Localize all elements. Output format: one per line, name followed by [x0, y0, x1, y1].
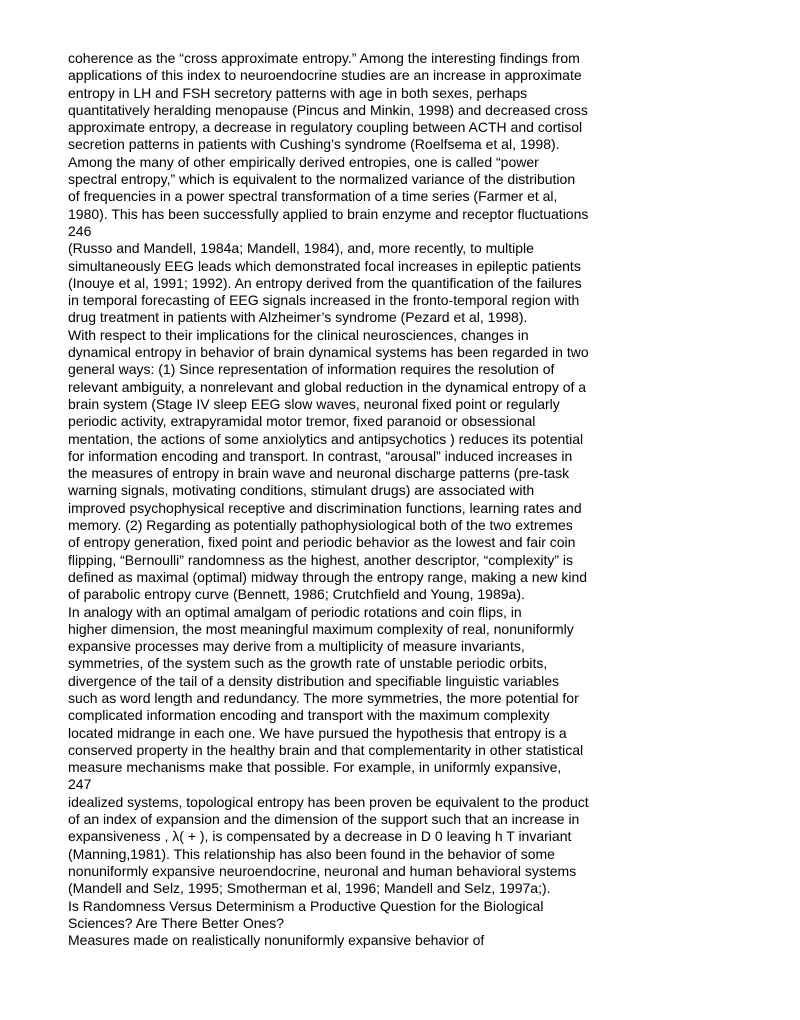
text-line: warning signals, motivating conditions, stimulant drugs) are associated with: [68, 482, 535, 499]
text-line: 1980). This has been successfully applied to brain enzyme and receptor fluctuations: [68, 205, 589, 222]
text-line: In analogy with an optimal amalgam of periodic rotations and coin flips, in: [68, 603, 522, 620]
text-line: 246: [68, 222, 92, 239]
text-line: quantitatively heralding menopause (Pincus and Minkin, 1998) and decreased cross: [68, 101, 588, 118]
text-line: drug treatment in patients with Alzheimer’s syndrome (Pezard et al, 1998).: [68, 309, 528, 326]
text-line: conserved property in the healthy brain and that complementarity in other statistical: [68, 741, 584, 758]
text-line: of an index of expansion and the dimension of the support such that an increase in: [68, 811, 580, 828]
text-line: (Mandell and Selz, 1995; Smotherman et al, 1996; Mandell and Selz, 1997a;).: [68, 880, 551, 897]
text-line: expansive processes may derive from a multiplicity of measure invariants,: [68, 638, 525, 655]
text-line: improved psychophysical receptive and discrimination functions, learning rates and: [68, 499, 582, 516]
text-line: of parabolic entropy curve (Bennett, 1986; Crutchfield and Young, 1989a).: [68, 586, 525, 603]
text-line: spectral entropy,” which is equivalent to the normalized variance of the distribution: [68, 171, 576, 188]
text-line: Measures made on realistically nonuniformly expansive behavior of: [68, 932, 485, 949]
text-line: Sciences? Are There Better Ones?: [68, 914, 285, 931]
text-line: in temporal forecasting of EEG signals increased in the fronto-temporal region with: [68, 292, 580, 309]
text-line: simultaneously EEG leads which demonstrated focal increases in epileptic patients: [68, 257, 581, 274]
text-line: idealized systems, topological entropy has been proven be equivalent to the product: [68, 793, 589, 810]
text-line: memory. (2) Regarding as potentially pathophysiological both of the two extremes: [68, 517, 573, 534]
text-line: (Russo and Mandell, 1984a; Mandell, 1984), and, more recently, to multiple: [68, 240, 534, 257]
text-line: nonuniformly expansive neuroendocrine, neuronal and human behavioral systems: [68, 862, 577, 879]
text-line: dynamical entropy in behavior of brain dynamical systems has been regarded in two: [68, 344, 589, 361]
text-line: mentation, the actions of some anxiolytics and antipsychotics ) reduces its potential: [68, 430, 584, 447]
text-line: periodic activity, extrapyramidal motor tremor, fixed paranoid or obsessional: [68, 413, 536, 430]
text-line: divergence of the tail of a density distribution and specifiable linguistic variables: [68, 672, 560, 689]
text-line: 247: [68, 776, 92, 793]
text-line: higher dimension, the most meaningful maximum complexity of real, nonuniformly: [68, 620, 574, 637]
text-line: Among the many of other empirically derived entropies, one is called “power: [68, 153, 539, 170]
text-line: located midrange in each one. We have pursued the hypothesis that entropy is a: [68, 724, 567, 741]
text-line: relevant ambiguity, a nonrelevant and global reduction in the dynamical entropy of a: [68, 378, 587, 395]
text-line: the measures of entropy in brain wave and neuronal discharge patterns (pre-task: [68, 465, 570, 482]
text-line: (Manning,1981). This relationship has also been found in the behavior of some: [68, 845, 555, 862]
text-line: for information encoding and transport. In contrast, “arousal” induced increases in: [68, 447, 573, 464]
text-line: of entropy generation, fixed point and periodic behavior as the lowest and fair coin: [68, 534, 576, 551]
page-text-block: [68, 50, 768, 949]
text-line: such as word length and redundancy. The more symmetries, the more potential for: [68, 689, 579, 706]
text-line: defined as maximal (optimal) midway through the entropy range, making a new kind: [68, 568, 588, 585]
text-line: secretion patterns in patients with Cushing’s syndrome (Roelfsema et al, 1998).: [68, 136, 560, 153]
text-line: complicated information encoding and transport with the maximum complexity: [68, 707, 550, 724]
text-line: brain system (Stage IV sleep EEG slow waves, neuronal fixed point or regularly: [68, 395, 560, 412]
text-line: of frequencies in a power spectral transformation of a time series (Farmer et al,: [68, 188, 558, 205]
text-line: general ways: (1) Since representation of information requires the resolution of: [68, 361, 555, 378]
text-line: applications of this index to neuroendocrine studies are an increase in approximate: [68, 67, 582, 84]
text-line: approximate entropy, a decrease in regulatory coupling between ACTH and cortisol: [68, 119, 583, 136]
text-line: expansiveness , λ( + ), is compensated by a decrease in D 0 leaving h T invariant: [68, 828, 572, 845]
text-line: With respect to their implications for the clinical neurosciences, changes in: [68, 326, 529, 343]
text-line: measure mechanisms make that possible. For example, in uniformly expansive,: [68, 759, 562, 776]
text-line: symmetries, of the system such as the growth rate of unstable periodic orbits,: [68, 655, 548, 672]
text-line: Is Randomness Versus Determinism a Productive Question for the Biological: [68, 897, 544, 914]
text-line: flipping, “Bernoulli” randomness as the highest, another descriptor, “complexity” is: [68, 551, 574, 568]
text-line: (Inouye et al, 1991; 1992). An entropy derived from the quantification of the failures: [68, 274, 582, 291]
text-line: coherence as the “cross approximate entropy.” Among the interesting findings from: [68, 50, 580, 66]
text-line: entropy in LH and FSH secretory patterns with age in both sexes, perhaps: [68, 84, 528, 101]
